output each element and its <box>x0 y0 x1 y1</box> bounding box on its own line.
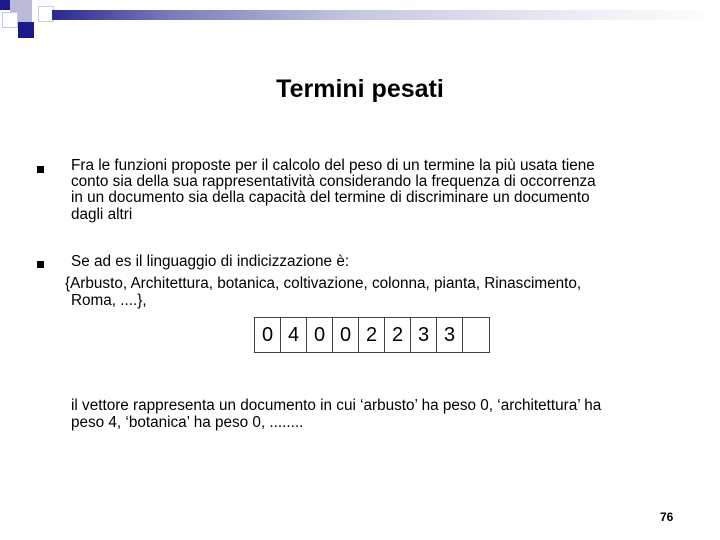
text-line: conto sia della sua rappresentatività considerando la frequenza di occorrenza <box>71 173 596 191</box>
vector-cell: 2 <box>359 318 385 352</box>
bullet-2-line-1: Se ad es il linguaggio di indicizzazione è: <box>71 253 350 270</box>
bullet-square-icon <box>37 261 44 268</box>
vector-cell: 0 <box>333 318 359 352</box>
bullet-2-line-2: {Arbusto, Architettura, botanica, coltivazione, colonna, pianta, Rinascimento, <box>65 275 582 292</box>
header-gradient-bar <box>52 10 720 20</box>
vector-cell: 0 <box>307 318 333 352</box>
vector-cell: 3 <box>437 318 463 352</box>
vector-cell: 2 <box>385 318 411 352</box>
vector-cell: 4 <box>281 318 307 352</box>
decor-square <box>18 22 34 38</box>
vector-cell: 3 <box>411 318 437 352</box>
explanation-line-2: peso 4, ‘botanica’ ha peso 0, ........ <box>71 414 304 431</box>
decor-square <box>2 12 18 28</box>
decor-square <box>0 0 10 10</box>
bullet-2-line-3: Roma, ....}, <box>71 292 147 309</box>
vector-cell: 0 <box>255 318 281 352</box>
slide-title: Termini pesati <box>276 75 444 103</box>
page-number: 76 <box>660 510 674 524</box>
text-line: dagli altri <box>71 205 133 223</box>
text-line: in un documento sia della capacità del termine di discriminare un documento <box>71 189 590 207</box>
bullet-1-text <box>71 158 596 223</box>
vector-cell <box>463 318 489 352</box>
text-line: Fra le funzioni proposte per il calcolo del peso di un termine la più usata tiene <box>71 157 595 174</box>
term-weight-vector <box>254 317 490 353</box>
explanation-line-1: il vettore rappresenta un documento in cui ‘arbusto’ ha peso 0, ‘architettura’ ha <box>71 397 602 414</box>
bullet-square-icon <box>37 166 44 173</box>
